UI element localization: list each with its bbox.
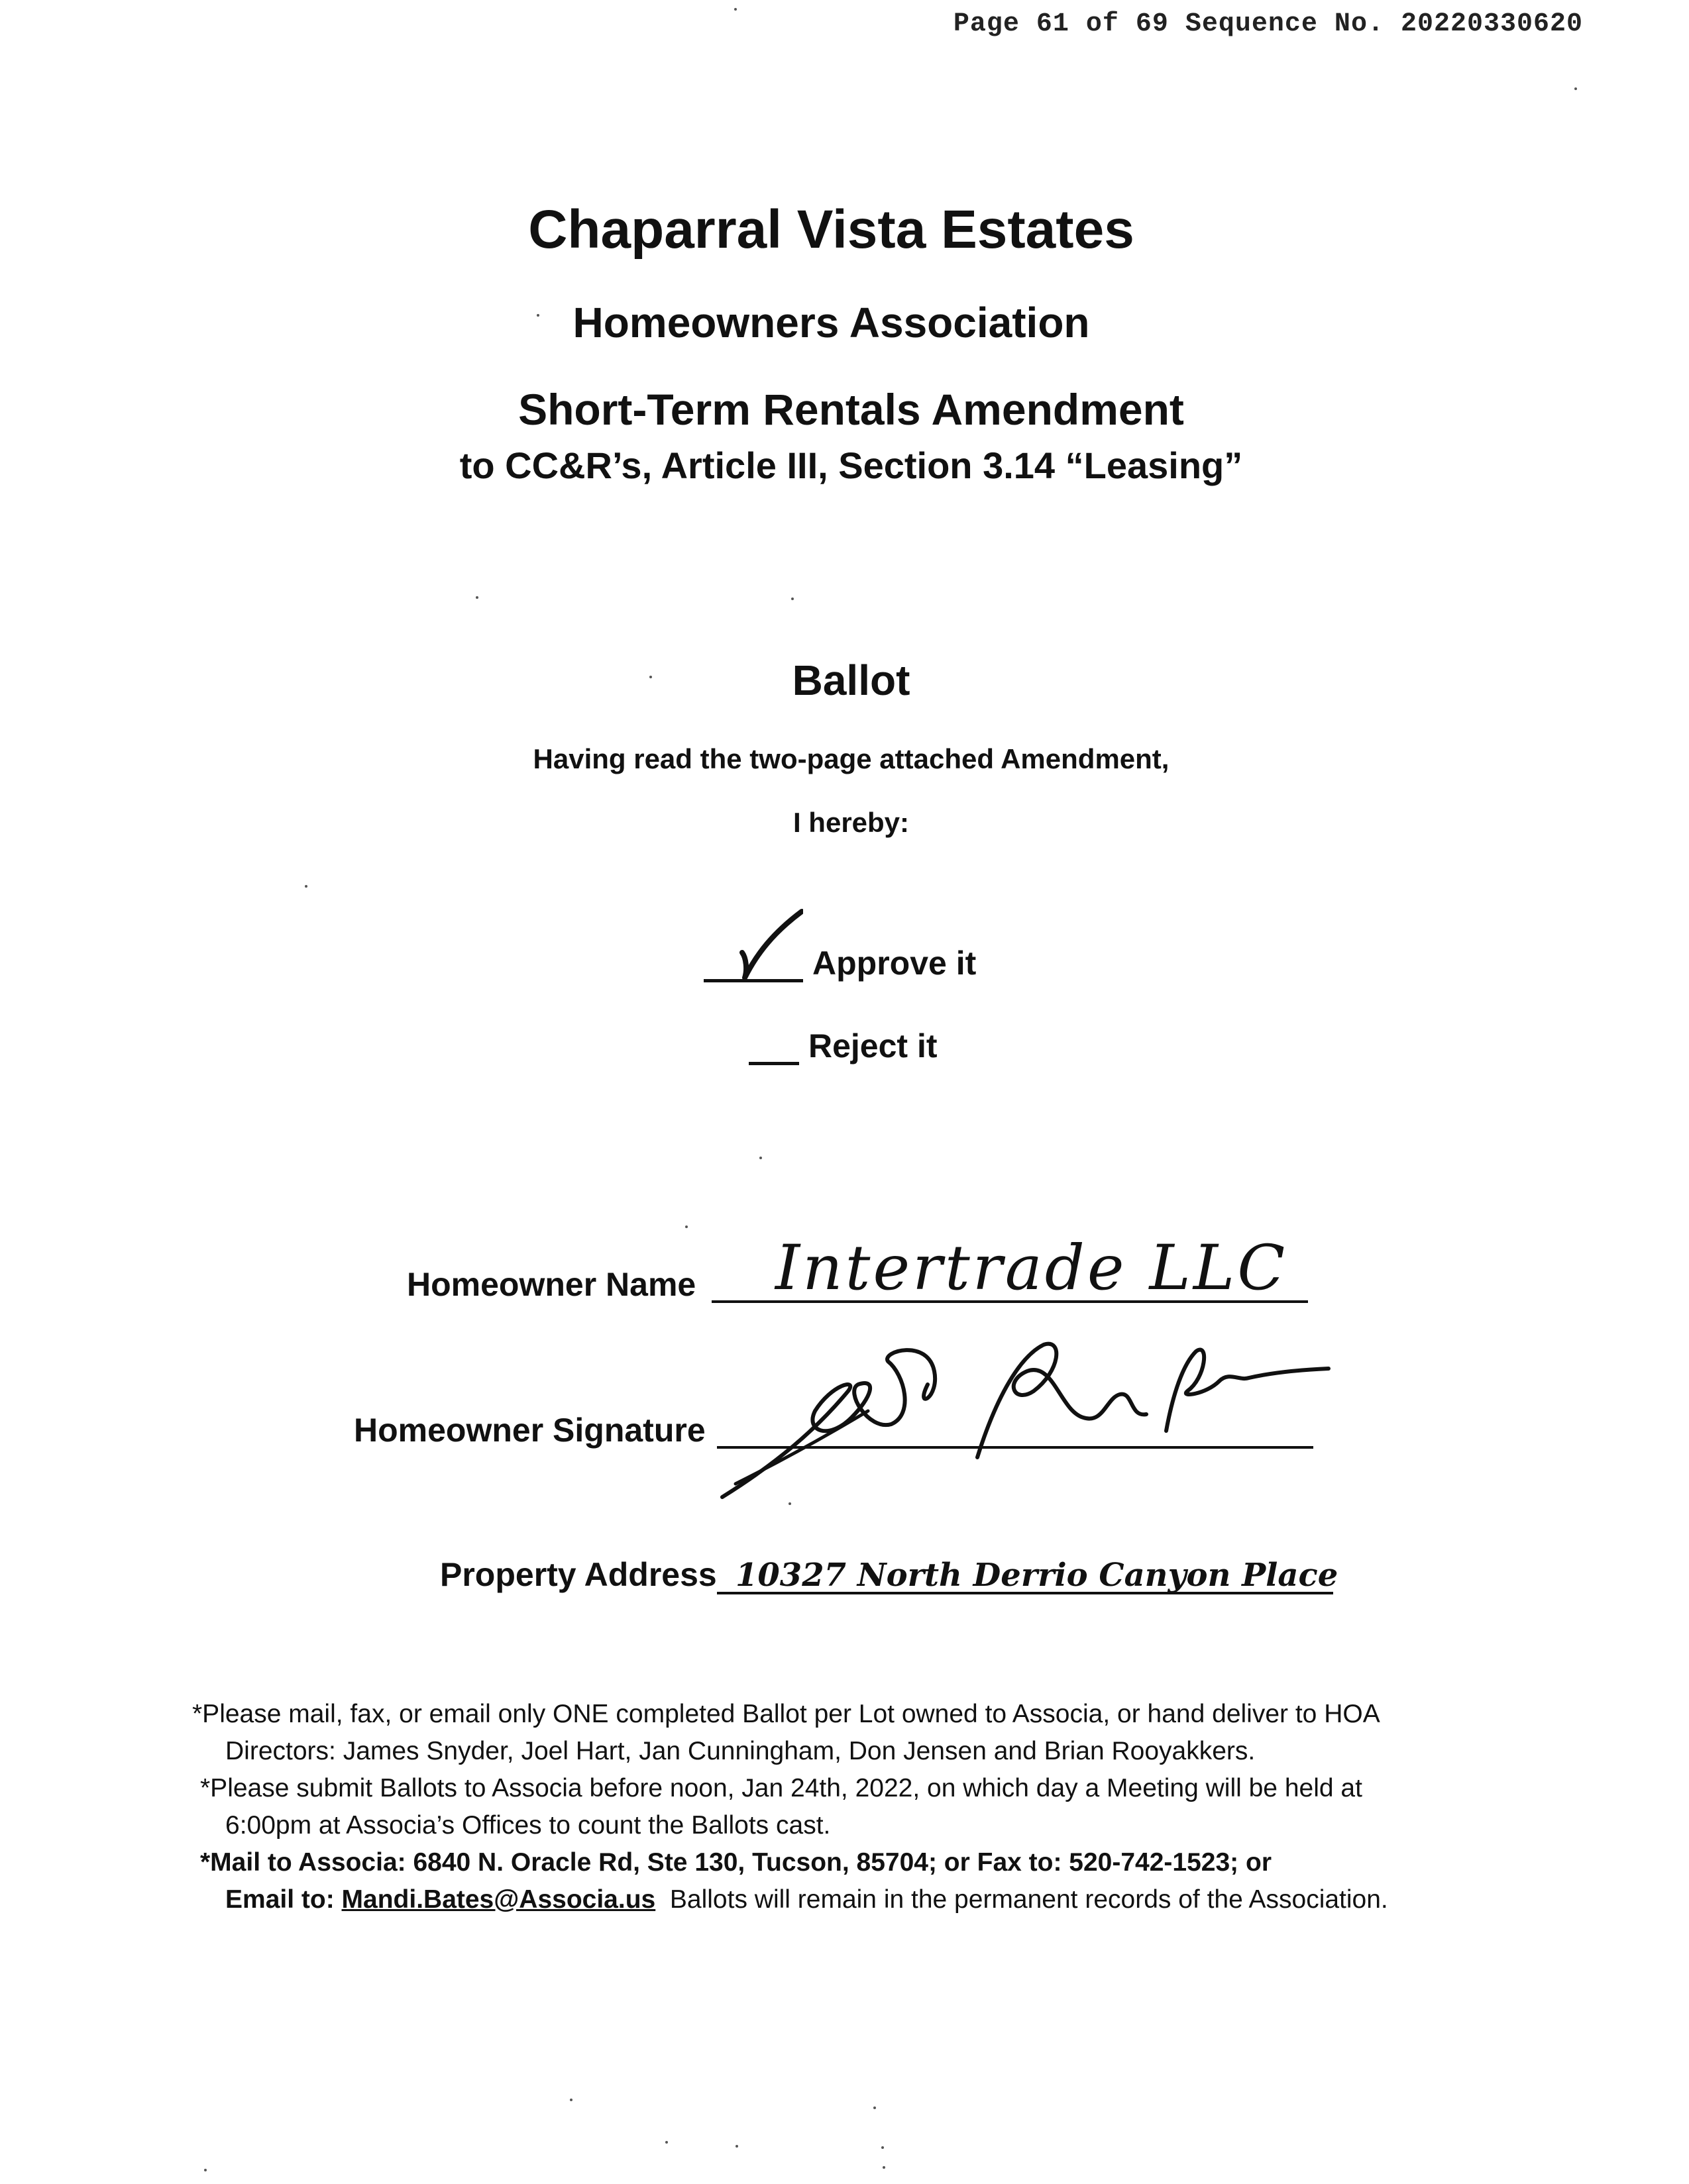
scan-speck (873, 2106, 876, 2109)
instruction-3a: *Mail to Associa: 6840 N. Oracle Rd, Ste 130, Tucson, 85704; or Fax to: 520-742-1523; or (200, 1848, 1272, 1877)
scan-speck (537, 314, 539, 317)
instructions (192, 1696, 1517, 1918)
scan-speck (1574, 87, 1577, 90)
scan-speck (685, 1225, 688, 1228)
amendment-title: Short-Term Rentals Amendment (518, 385, 1184, 434)
scan-speck (791, 598, 794, 600)
association-subtitle: Homeowners Association (572, 299, 1090, 346)
scan-speck (649, 676, 652, 678)
property-address-label: Property Address (440, 1556, 717, 1593)
page-sequence-header: Page 61 of 69 Sequence No. 20220330620 (953, 9, 1583, 39)
instruction-1b: Directors: James Snyder, Joel Hart, Jan Cunningham, Don Jensen and Brian Rooyakkers. (225, 1737, 1256, 1765)
scan-speck (736, 2145, 738, 2148)
approve-label: Approve it (812, 945, 977, 982)
ballot-hereby: I hereby: (792, 807, 910, 838)
scan-speck (570, 2099, 572, 2101)
reject-label: Reject it (808, 1027, 938, 1065)
scan-speck (305, 885, 307, 888)
reject-checkbox[interactable] (749, 1030, 799, 1065)
homeowner-name-label: Homeowner Name (407, 1266, 696, 1303)
instruction-1a: *Please mail, fax, or email only ONE completed Ballot per Lot owned to Associa, or hand deliver to HOA (192, 1700, 1380, 1728)
instruction-2b: 6:00pm at Associa’s Offices to count the Ballots cast. (225, 1811, 831, 1840)
check-mark-icon (704, 906, 803, 979)
scan-speck (734, 8, 737, 11)
homeowner-signature-image[interactable] (716, 1331, 1332, 1510)
scan-speck (881, 2146, 884, 2149)
approve-checkbox[interactable] (704, 947, 803, 982)
reject-option[interactable] (749, 1027, 938, 1065)
scan-speck (665, 2141, 668, 2144)
ballot-intro: Having read the two-page attached Amendment, (533, 743, 1170, 774)
homeowner-name-value[interactable]: Intertrade LLC (775, 1232, 1288, 1304)
ballot-heading: Ballot (792, 656, 910, 704)
approve-option[interactable] (704, 944, 976, 982)
instruction-2a: *Please submit Ballots to Associa before noon, Jan 24th, 2022, on which day a Meeting will be held at (200, 1774, 1362, 1802)
scan-speck (476, 596, 478, 599)
scan-speck (204, 2169, 207, 2171)
scan-speck (883, 2166, 885, 2169)
association-name: Chaparral Vista Estates (528, 199, 1134, 260)
scan-speck (789, 1502, 791, 1505)
homeowner-signature-label: Homeowner Signature (354, 1412, 706, 1449)
scan-speck (759, 1157, 762, 1159)
instruction-3b (192, 1881, 1517, 1918)
property-address-value[interactable]: 10327 North Derrio Canyon Place (736, 1557, 1338, 1594)
email-label: Email to: (225, 1885, 335, 1914)
records-note: Ballots will remain in the permanent records of the Association. (669, 1885, 1388, 1914)
email-link[interactable]: Mandi.Bates@Associa.us (341, 1885, 656, 1914)
amendment-reference: to CC&R’s, Article III, Section 3.14 “Leasing” (459, 444, 1243, 486)
